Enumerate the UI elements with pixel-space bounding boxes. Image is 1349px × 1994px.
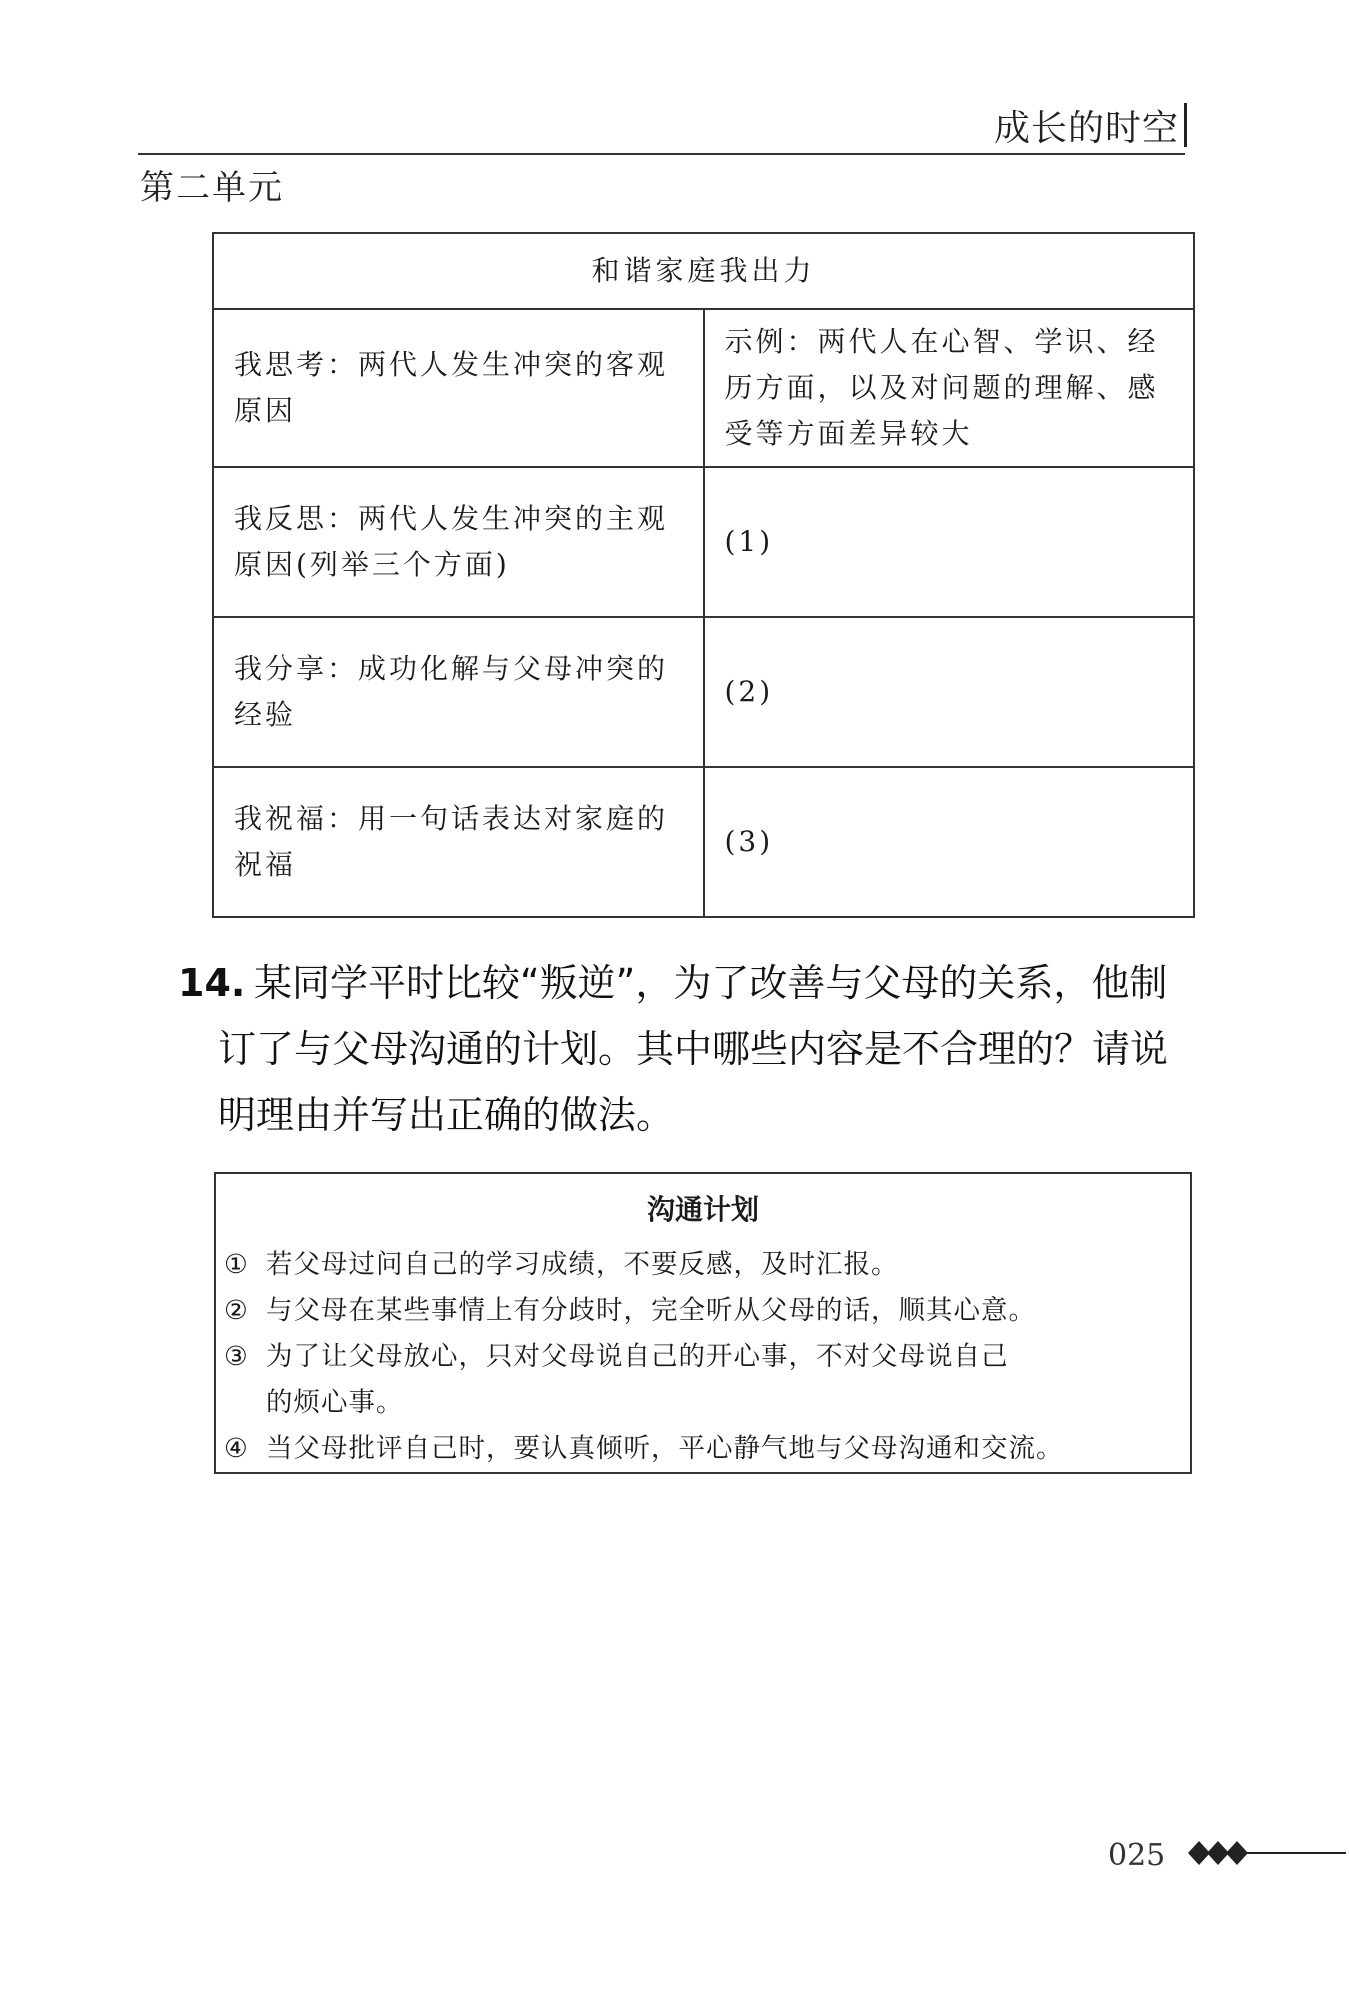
question-text: 某同学平时比较“叛逆”，为了改善与父母的关系，他制订了与父母沟通的计划。其中哪些内容是不合理的？请说明理由并写出正确的做法。 [218, 961, 1169, 1137]
table-cell-prompt: 我反思：两代人发生冲突的主观原因(列举三个方面) [213, 467, 704, 617]
table-row [213, 467, 1194, 617]
table-title: 和谐家庭我出力 [213, 233, 1194, 309]
diamond-ornament-icon [1188, 1838, 1348, 1868]
table-row [213, 309, 1194, 467]
plan-list [224, 1242, 1182, 1472]
item-text-continued: 的烦心事。 [266, 1387, 404, 1418]
table-cell-answer-blank[interactable]: (1) [704, 467, 1195, 617]
item-number: ② [224, 1295, 249, 1326]
table-cell-answer: 示例：两代人在心智、学识、经历方面，以及对问题的理解、感受等方面差异较大 [704, 309, 1195, 467]
table-cell-prompt: 我思考：两代人发生冲突的客观原因 [213, 309, 704, 467]
plan-title: 沟通计划 [646, 1193, 759, 1226]
section-title: 成长的时空 [993, 108, 1179, 149]
item-text: 若父母过问自己的学习成绩，不要反感，及时汇报。 [266, 1249, 899, 1280]
table-row [213, 617, 1194, 767]
unit-label: 第二单元 [140, 168, 284, 208]
table-cell-prompt: 我祝福：用一句话表达对家庭的祝福 [213, 767, 704, 917]
plan-item [224, 1242, 1182, 1288]
item-text: 与父母在某些事情上有分歧时，完全听从父母的话，顺其心意。 [266, 1295, 1036, 1326]
item-number: ③ [224, 1341, 249, 1372]
question-number: 14. [178, 961, 246, 1005]
table-cell-answer-blank[interactable]: (2) [704, 617, 1195, 767]
plan-item [224, 1288, 1182, 1334]
plan-item [224, 1426, 1182, 1472]
header-divider-bar [1184, 103, 1187, 147]
item-text: 为了让父母放心，只对父母说自己的开心事，不对父母说自己 [266, 1341, 1009, 1372]
plan-item [224, 1334, 1182, 1426]
table-cell-prompt: 我分享：成功化解与父母冲突的经验 [213, 617, 704, 767]
question-14 [178, 950, 1198, 1148]
item-number: ④ [224, 1433, 249, 1464]
communication-plan-box [214, 1172, 1192, 1474]
harmony-family-table [212, 232, 1195, 918]
table-row [213, 767, 1194, 917]
page-number: 025 [1108, 1838, 1166, 1873]
header-rule [138, 153, 1185, 155]
item-number: ① [224, 1249, 249, 1280]
table-cell-answer-blank[interactable]: (3) [704, 767, 1195, 917]
item-text: 当父母批评自己时，要认真倾听，平心静气地与父母沟通和交流。 [266, 1433, 1064, 1464]
